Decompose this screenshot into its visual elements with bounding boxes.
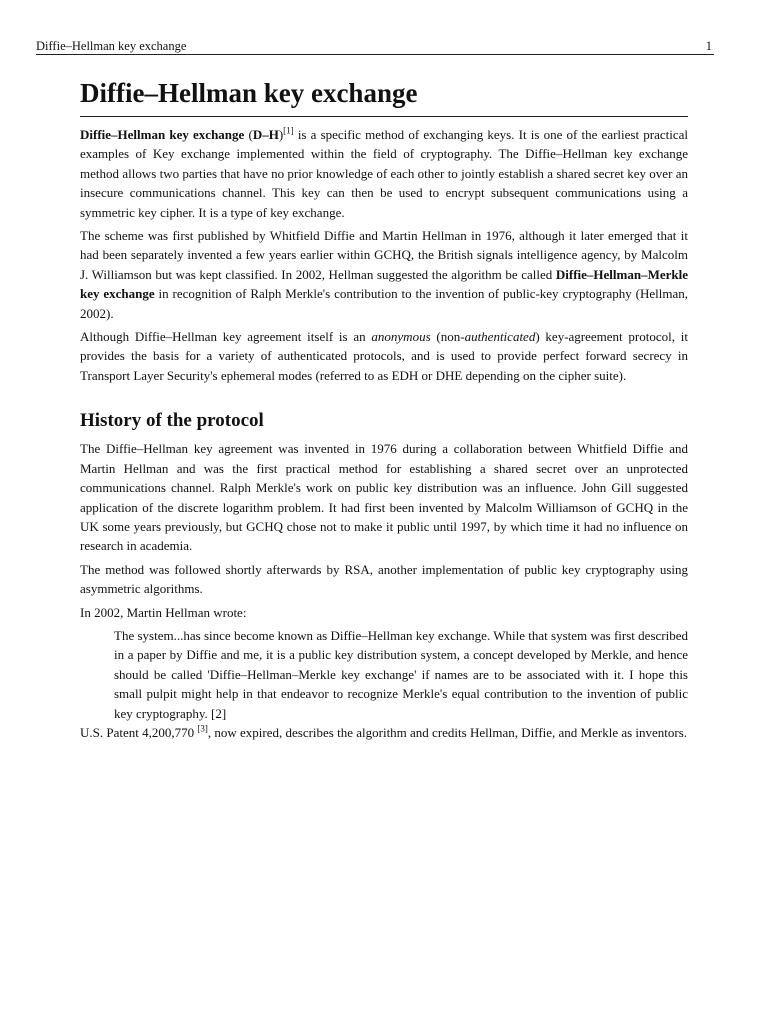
intro-text: is a specific method of exchanging keys. It is one of the earliest practical examples of Key exchange implemented within the field of cryptography. The Diffie–Hellman key exchange method allows two parties that have no prior knowledge of each other to jointly establish a shared secret key over an insecure communications channel. This key can then be used to encrypt subsequent communications using a symmetric key cipher. It is a type of key exchange. <box>80 127 688 220</box>
para3-text-2: (non- <box>430 329 465 345</box>
para3-text-1: Although Diffie–Hellman key agreement itself is an <box>80 329 372 345</box>
ref-link-1[interactable]: [1] <box>283 125 294 136</box>
paragraph-2 <box>80 226 688 323</box>
intro-paragraph <box>80 125 688 222</box>
section-heading-history: History of the protocol <box>80 410 264 432</box>
patent-paragraph <box>80 723 688 742</box>
para2-text-after: in recognition of Ralph Merkle's contribution to the invention of public-key cryptography (Hellman, 2002). <box>80 286 688 321</box>
history-paragraph-2: The method was followed shortly afterwards by RSA, another implementation of public key cryptography using asymmetric algorithms. <box>80 561 688 597</box>
hellman-quote <box>114 626 688 723</box>
ref-link-3[interactable]: [3] <box>197 723 208 734</box>
page-title: Diffie–Hellman key exchange <box>80 76 688 117</box>
article-body <box>80 76 688 746</box>
para2-text-before: The scheme was first published by Whitfield Diffie and Martin Hellman in 1976, although it later emerged that it had been separately invented a few years earlier within GCHQ, the British signals intelligence agency, by Malcolm J. Williamson but was kept classified. In 2002, Hellman suggested the algorithm be called <box>80 228 688 282</box>
quote-text: The system...has since become known as Diffie–Hellman key exchange. While that system was first described in a paper by Diffie and me, it is a public key distribution system, a concept developed by Merkle, and hence should be called 'Diffie–Hellman–Merkle key exchange' if names are to be associated with it. I hope this small pulpit might help in that endeavor to recognize Merkle's equal contribution to the invention of public key cryptography. [2] <box>114 627 688 721</box>
page-number: 1 <box>705 39 712 53</box>
paragraph-3 <box>80 327 688 385</box>
history-paragraph-3: In 2002, Martin Hellman wrote: <box>80 604 247 620</box>
para3-italic-anonymous: anonymous <box>371 329 431 345</box>
para3-text-3: ) key-agreement protocol, it provides the basis for a variety of authenticated protocols, and is used to provide perfect forward secrecy in Transport Layer Security's ephemeral modes (referred to as EDH or DHE depending on the cipher suite). <box>80 329 688 383</box>
patent-text-before: U.S. Patent 4,200,770 <box>80 724 198 740</box>
intro-close-paren: ) <box>278 127 284 142</box>
running-title: Diffie–Hellman key exchange <box>36 39 187 53</box>
para3-italic-authenticated: authenticated <box>464 329 536 345</box>
para2-bold-term: Diffie–Hellman–Merkle key exchange <box>80 266 688 302</box>
running-header <box>36 36 714 55</box>
intro-term: Diffie–Hellman key exchange <box>80 127 245 142</box>
patent-text-after: , now expired, describes the algorithm and credits Hellman, Diffie, and Merkle as inventors. <box>207 724 688 740</box>
intro-abbr: D–H <box>252 127 279 142</box>
intro-open-paren: ( <box>244 127 253 142</box>
history-paragraph-1: The Diffie–Hellman key agreement was invented in 1976 during a collaboration between Whitfield Diffie and Martin Hellman and was the first practical method for establishing a shared secret over an unprotected communications channel. Ralph Merkle's work on public key distribution was an influence. John Gill suggested application of the discrete logarithm problem. It had first been invented by Malcolm Williamson of GCHQ in the UK some years previously, but GCHQ chose not to make it public until 1997, by which time it had no influence on research in academia. <box>80 441 688 554</box>
